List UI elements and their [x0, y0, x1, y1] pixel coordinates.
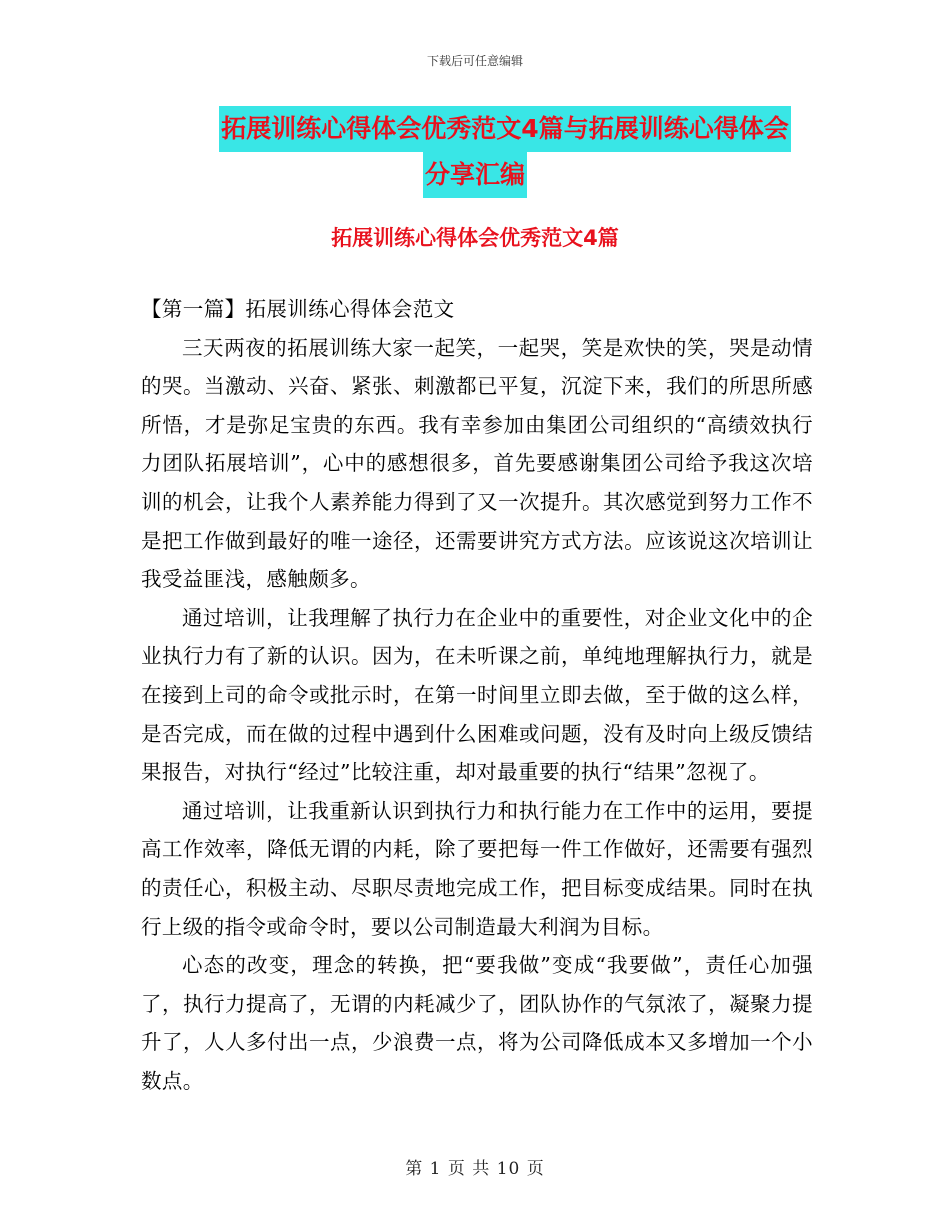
chapter-heading: 【第一篇】拓展训练心得体会范文 — [141, 297, 455, 321]
body-paragraph: 心态的改变，理念的转换，把“要我做”变成“我要做”，责任心加强了，执行力提高了，无谓的内耗减少了，团队协作的气氛浓了，凝聚力提升了，人人多付出一点，少浪费一点，将为公司降低成本又多增加一个小数点。 — [141, 953, 813, 1093]
body-paragraph: 通过培训，让我理解了执行力在企业中的重要性，对企业文化中的企业执行力有了新的认识。因为，在未听课之前，单纯地理解执行力，就是在接到上司的命令或批示时，在第一时间里立即去做，至于做的这么样，是否完成，而在做的过程中遇到什么困难或问题，没有及时向上级反馈结果报告，对执行“经过”比较注重，却对最重要的执行“结果”忽视了。 — [141, 605, 813, 785]
document-body — [141, 290, 813, 1100]
document-title-line-1: 拓展训练心得体会优秀范文4篇与拓展训练心得体会 — [219, 106, 790, 152]
page-footer: 第 1 页 共 10 页 — [405, 1159, 545, 1179]
body-paragraph: 通过培训，让我重新认识到执行力和执行能力在工作中的运用，要提高工作效率，降低无谓的内耗，除了要把每一件工作做好，还需要有强烈的责任心，积极主动、尽职尽责地完成工作，把目标变成结果。同时在执行上级的指令或命令时，要以公司制造最大利润为目标。 — [141, 798, 813, 939]
document-title-line-2: 分享汇编 — [423, 152, 527, 198]
document-title — [0, 106, 950, 198]
body-paragraph: 三天两夜的拓展训练大家一起笑，一起哭，笑是欢快的笑，哭是动情的哭。当激动、兴奋、紧张、刺激都已平复，沉淀下来，我们的所思所感所悟，才是弥足宝贵的东西。我有幸参加由集团公司组织的“高绩效执行力团队拓展培训”，心中的感想很多，首先要感谢集团公司给予我这次培训的机会，让我个人素养能力得到了又一次提升。其次感觉到努力工作不是把工作做到最好的唯一途径，还需要讲究方式方法。应该说这次培训让我受益匪浅，感触颇多。 — [141, 335, 813, 592]
header-note: 下载后可任意编辑 — [426, 54, 523, 68]
section-title: 拓展训练心得体会优秀范文4篇 — [331, 226, 619, 250]
